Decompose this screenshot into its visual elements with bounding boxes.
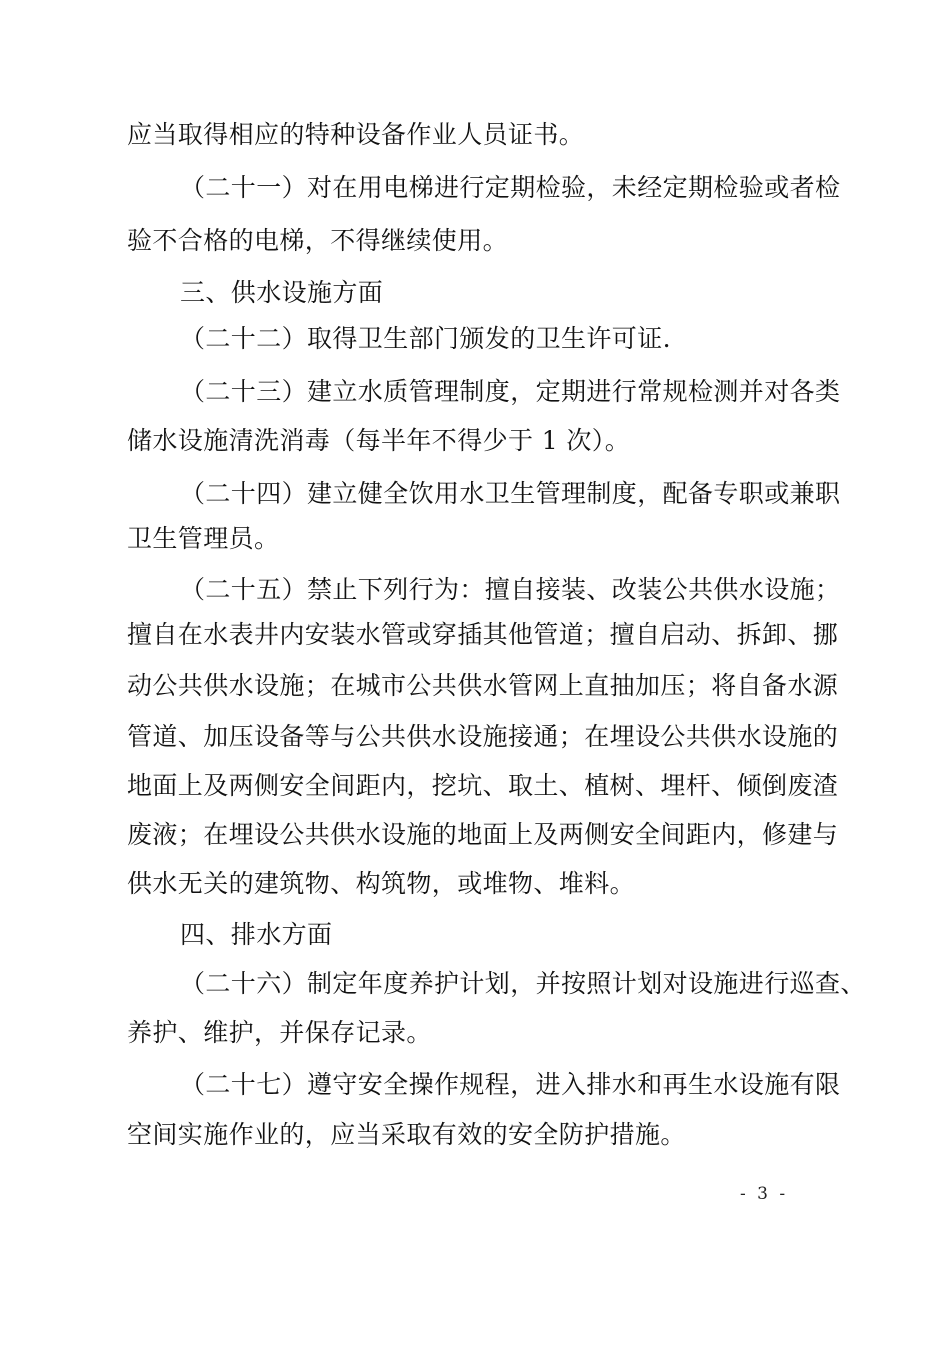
page-number: - 3 - [740,1184,789,1204]
section-heading-water-supply: 三、供水设施方面 [180,278,384,307]
text-line-21: 空间实施作业的，应当采取有效的安全防护措施。 [127,1120,686,1149]
text-line-6: （二十三）建立水质管理制度，定期进行常规检测并对各类 [180,377,841,406]
text-line-8: （二十四）建立健全饮用水卫生管理制度，配备专职或兼职 [180,479,841,508]
text-line-20: （二十七）遵守安全操作规程，进入排水和再生水设施有限 [180,1070,841,1099]
text-line-1: 应当取得相应的特种设备作业人员证书。 [127,120,585,149]
text-line-15: 废液；在埋设公共供水设施的地面上及两侧安全间距内，修建与 [127,820,839,849]
text-line-12: 动公共供水设施；在城市公共供水管网上直抽加压；将自备水源 [127,671,839,700]
text-line-19: 养护、维护，并保存记录。 [127,1018,432,1047]
text-line-5: （二十二）取得卫生部门颁发的卫生许可证. [180,324,671,353]
section-heading-drainage: 四、排水方面 [180,920,333,949]
text-line-13: 管道、加压设备等与公共供水设施接通；在埋设公共供水设施的 [127,722,839,751]
text-line-2: （二十一）对在用电梯进行定期检验，未经定期检验或者检 [180,173,841,202]
text-line-18: （二十六）制定年度养护计划，并按照计划对设施进行巡查、 [180,969,866,998]
text-line-9: 卫生管理员。 [127,524,280,553]
text-line-11: 擅自在水表井内安装水管或穿插其他管道；擅自启动、拆卸、挪 [127,620,839,649]
text-line-14: 地面上及两侧安全间距内，挖坑、取土、植树、埋杆、倾倒废渣 [127,771,839,800]
text-line-7: 储水设施清洗消毒（每半年不得少于 1 次）。 [127,426,631,455]
text-line-16: 供水无关的建筑物、构筑物，或堆物、堆料。 [127,869,636,898]
text-line-3: 验不合格的电梯，不得继续使用。 [127,226,509,255]
text-line-10: （二十五）禁止下列行为：擅自接装、改装公共供水设施； [180,575,841,604]
